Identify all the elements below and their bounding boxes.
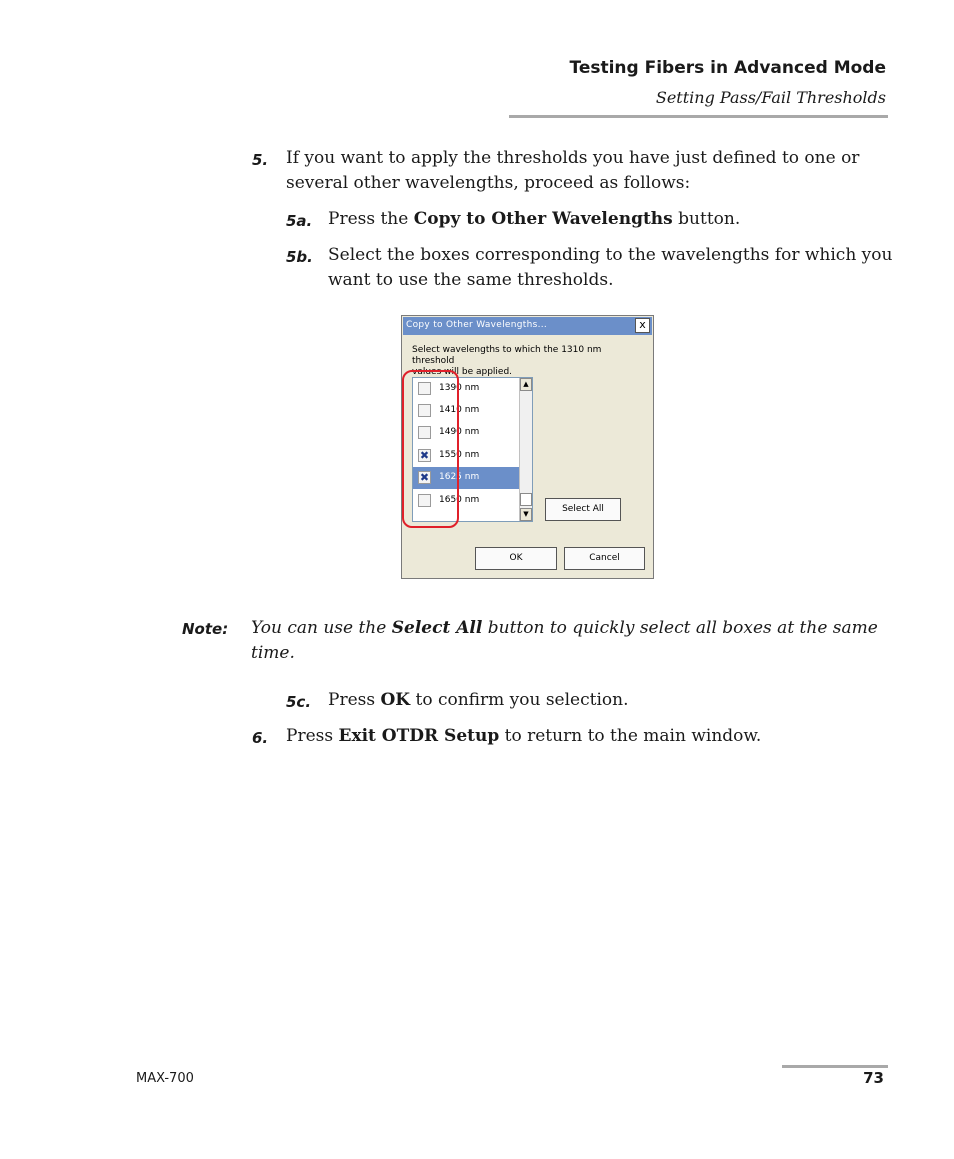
step-5b-line-2: want to use the same thresholds. (328, 270, 614, 290)
dialog-instruction-line-2: values will be applied. (412, 367, 513, 377)
checkbox-highlight-annotation (402, 370, 459, 528)
check-x-icon: ✖ (419, 471, 430, 484)
step-5-text (286, 146, 859, 196)
select-all-button[interactable]: Select All (545, 498, 621, 521)
step-5a-post: button. (672, 209, 741, 229)
close-icon[interactable]: x (635, 318, 650, 333)
step-5-line-1: If you want to apply the thresholds you have just defined to one or (286, 148, 860, 168)
note-pre: You can use the (251, 618, 392, 638)
wavelength-label: 1650 nm (439, 495, 480, 505)
list-scrollbar[interactable] (519, 378, 532, 521)
step-5b-number: 5b. (286, 248, 313, 266)
step-5c-bold: OK (380, 690, 411, 710)
note-post: button to quickly select all boxes at the same (482, 618, 878, 638)
step-5a-number: 5a. (286, 212, 313, 230)
step-5c-number: 5c. (286, 693, 312, 711)
note-line-2: time. (251, 643, 295, 663)
note-text (251, 616, 878, 666)
step-6-number: 6. (252, 729, 269, 747)
ok-button[interactable]: OK (475, 547, 557, 570)
step-5c-pre: Press (328, 690, 381, 710)
dialog-titlebar (403, 317, 652, 335)
step-5-number: 5. (252, 151, 269, 169)
note-line-1 (251, 616, 878, 641)
step-5b-line-1: Select the boxes corresponding to the wavelengths for which you (328, 245, 893, 265)
step-5a-pre: Press the (328, 209, 414, 229)
note-bold: Select All (391, 618, 483, 638)
page-number: 73 (863, 1069, 884, 1087)
footer-product-name: MAX-700 (136, 1071, 194, 1086)
step-5-line-2: several other wavelengths, proceed as follows: (286, 173, 691, 193)
step-6-pre: Press (286, 726, 339, 746)
copy-to-other-wavelengths-dialog (401, 315, 654, 579)
dialog-instruction-line-1: Select wavelengths to which the 1310 nm threshold (412, 345, 602, 366)
header-rule (509, 115, 888, 118)
cancel-button[interactable]: Cancel (564, 547, 645, 570)
note-label: Note: (182, 620, 229, 638)
dialog-title: Copy to Other Wavelengths... (406, 320, 548, 330)
running-header-subtitle: Setting Pass/Fail Thresholds (655, 88, 886, 107)
wavelength-label: 1390 nm (439, 383, 480, 393)
scroll-up-icon[interactable]: ▲ (520, 378, 532, 391)
step-5c-text (328, 688, 629, 713)
scroll-down-icon[interactable]: ▼ (520, 508, 532, 521)
wavelength-label: 1410 nm (439, 405, 480, 415)
scroll-thumb[interactable] (520, 493, 532, 506)
step-6-bold: Exit OTDR Setup (338, 726, 500, 746)
step-5a-bold: Copy to Other Wavelengths (413, 209, 673, 229)
step-5b-text (328, 243, 892, 293)
footer-rule (782, 1065, 888, 1068)
step-6-text (286, 724, 761, 749)
wavelength-label: 1550 nm (439, 450, 480, 460)
check-x-icon: ✖ (419, 449, 430, 462)
step-6-post: to return to the main window. (499, 726, 762, 746)
step-5c-post: to confirm you selection. (410, 690, 629, 710)
wavelength-label: 1625 nm (439, 472, 480, 482)
step-5a-text (328, 207, 740, 232)
running-header-title: Testing Fibers in Advanced Mode (569, 58, 886, 78)
wavelength-label: 1490 nm (439, 427, 480, 437)
